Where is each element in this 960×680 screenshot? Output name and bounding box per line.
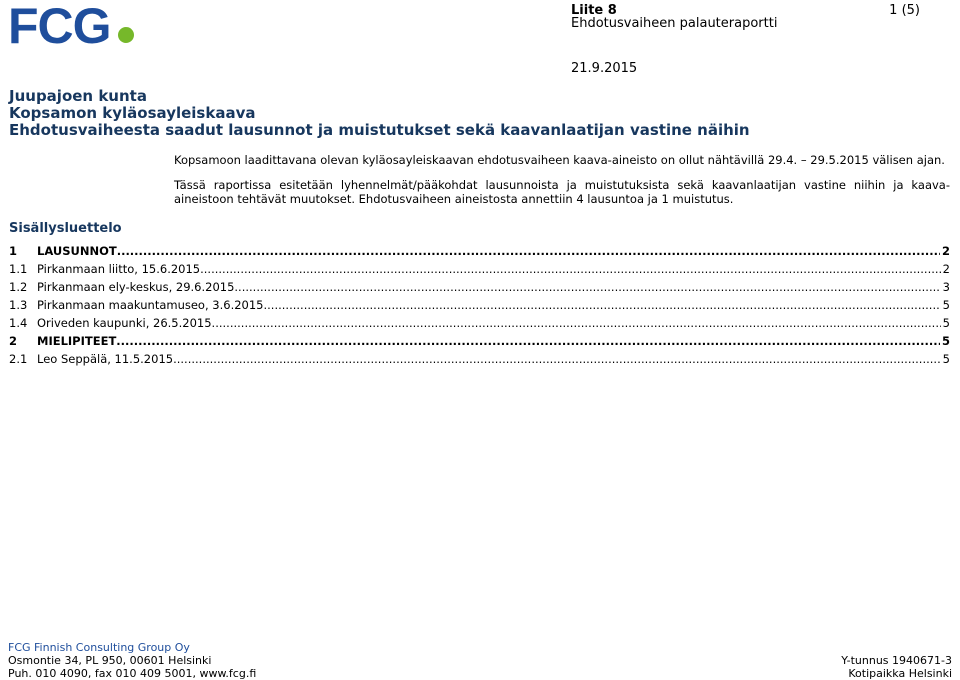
- footer-business-id: Y-tunnus 1940671-3: [841, 654, 952, 667]
- toc-leader-dots: [173, 350, 941, 368]
- logo-dot: [118, 27, 134, 43]
- toc-entry[interactable]: [9, 242, 950, 260]
- toc-entry-page: 3: [942, 280, 950, 294]
- footer-contact: Puh. 010 4090, fax 010 409 5001, www.fcg.fi: [8, 667, 257, 680]
- intro-paragraph-2: Tässä raportissa esitetään lyhennelmät/pääkohdat lausunnoista ja muistutuksista sekä kaavanlaatijan vastine niihin ja kaava-aineistoon tehtävät muutokset. Ehdotusvaiheen aineistosta annettiin 4 lausuntoa ja 1 muistutus.: [174, 178, 950, 206]
- toc-entry[interactable]: [9, 314, 950, 332]
- toc-entry-title: Pirkanmaan liitto, 15.6.2015: [37, 262, 201, 276]
- footer-domicile: Kotipaikka Helsinki: [848, 667, 952, 680]
- toc-leader-dots: [234, 278, 940, 296]
- report-title: Ehdotusvaiheesta saadut lausunnot ja muistutukset sekä kaavanlaatijan vastine näihin: [9, 121, 750, 139]
- intro-text: [174, 153, 950, 206]
- page-number: 1 (5): [889, 3, 920, 18]
- fcg-logo-graphic: [8, 2, 140, 46]
- toc-entry-title: Pirkanmaan ely-keskus, 29.6.2015: [37, 280, 235, 294]
- toc-entry-title: Pirkanmaan maakuntamuseo, 3.6.2015: [37, 298, 264, 312]
- toc-entry-number: 1.1: [9, 262, 28, 276]
- toc-entry-number: 1.3: [9, 298, 28, 312]
- toc-heading: Sisällysluettelo: [9, 221, 122, 236]
- toc-entry[interactable]: [9, 350, 950, 368]
- footer-right: [841, 654, 952, 680]
- toc-entry-page: 5: [942, 352, 950, 366]
- toc-leader-dots: [200, 260, 941, 278]
- toc-entry-title: MIELIPITEET: [37, 334, 117, 348]
- toc-entry-title: Oriveden kaupunki, 26.5.2015: [37, 316, 212, 330]
- fcg-logo: [8, 2, 140, 50]
- plan-title: Kopsamon kyläosayleiskaava: [9, 104, 256, 122]
- toc-entry-page: 2: [942, 262, 950, 276]
- toc-entry[interactable]: [9, 296, 950, 314]
- document-title-block: [9, 88, 750, 139]
- logo-wordmark: FCG: [8, 2, 111, 46]
- toc-entry[interactable]: [9, 278, 950, 296]
- toc-leader-dots: [116, 332, 940, 350]
- table-of-contents: [9, 242, 950, 368]
- toc-entry-page: 5: [942, 316, 950, 330]
- appendix-label: Liite 8: [571, 3, 617, 18]
- toc-entry-number: 2.1: [9, 352, 28, 366]
- toc-leader-dots: [212, 314, 941, 332]
- toc-leader-dots: [264, 296, 941, 314]
- toc-entry[interactable]: [9, 260, 950, 278]
- municipality-title: Juupajoen kunta: [9, 87, 147, 105]
- footer-company: FCG Finnish Consulting Group Oy: [8, 641, 190, 654]
- intro-paragraph-1: Kopsamoon laadittavana olevan kyläosayleiskaavan ehdotusvaiheen kaava-aineisto on ollut nähtävillä 29.4. – 29.5.2015 välisen ajan.: [174, 153, 945, 167]
- toc-leader-dots: [117, 242, 940, 260]
- toc-entry-page: 5: [942, 298, 950, 312]
- toc-entry-title: LAUSUNNOT: [37, 244, 117, 258]
- toc-entry-title: Leo Seppälä, 11.5.2015: [37, 352, 174, 366]
- toc-entry[interactable]: [9, 332, 950, 350]
- toc-entry-number: 1.4: [9, 316, 28, 330]
- footer-address: Osmontie 34, PL 950, 00601 Helsinki: [8, 654, 212, 667]
- report-subtitle: Ehdotusvaiheen palauteraportti: [571, 16, 778, 31]
- footer-left: [8, 641, 256, 680]
- report-date: 21.9.2015: [571, 61, 638, 76]
- toc-entry-number: 2: [9, 334, 18, 348]
- toc-entry-page: 5: [941, 334, 950, 348]
- toc-entry-number: 1: [9, 244, 18, 258]
- toc-entry-page: 2: [941, 244, 950, 258]
- toc-entry-number: 1.2: [9, 280, 28, 294]
